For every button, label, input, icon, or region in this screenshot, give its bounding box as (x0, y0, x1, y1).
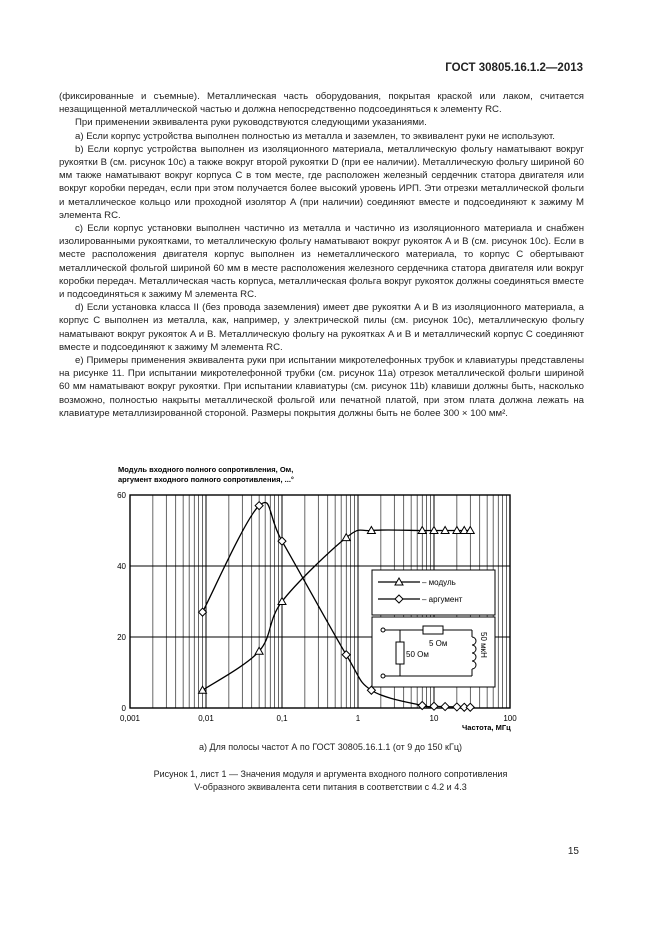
figure-caption-line: Рисунок 1, лист 1 — Значения модуля и аргумента входного полного сопротивления (153, 769, 508, 779)
x-tick-label: 0,01 (198, 714, 214, 723)
paragraph: a) Если корпус устройства выполнен полностью из металла и заземлен, то эквивалент руки не используют. (75, 130, 555, 142)
paragraph: (фиксированные и съемные). Металлическая часть оборудования, покрытая краской или лаком, считается незащищенной металлической частью и должна непосредственно подсоединяться к элементу RC. (59, 91, 584, 116)
resistor-icon (396, 642, 404, 664)
legend-label-argument: – аргумент (422, 595, 463, 604)
terminal-icon (381, 674, 385, 678)
inductor-label: 50 мкН (479, 632, 488, 658)
terminal-icon (381, 628, 385, 632)
data-point-diamond (199, 608, 207, 616)
paragraph: При применении эквивалента руки руководствуются следующими указаниями. (75, 117, 427, 129)
y-tick-label: 60 (117, 491, 126, 500)
paragraph: e) Примеры применения эквивалента руки при испытании микротелефонных трубок и клавиатуры представлены на рисунке 11. При испытании микротелефонной трубки (см. рисунок 11a) отрезок металлической фольги шириной 60 мм наматывают вокруг рукоятки. При испытании клавиатуры (см. рисунок 11b) клавиши должны быть, насколько возможно, полностью накрыты металлической фольгой или печатной платой, при этом плата должна лежать на клавиатуре металлизированной стороной. Размеры покрытия должны быть не более 300 × 100 мм². (59, 355, 584, 419)
x-tick-label: 0,1 (276, 714, 288, 723)
data-point-diamond (453, 703, 461, 711)
page-number: 15 (567, 846, 579, 857)
legend (372, 570, 495, 615)
x-tick-label: 100 (503, 714, 517, 723)
circuit-schematic (372, 617, 495, 687)
x-tick-label: 1 (355, 714, 361, 723)
legend-box (372, 570, 495, 615)
resistor-label-50: 50 Ом (406, 650, 429, 659)
figure-caption-line: V-образного эквивалента сети питания в соответствии с 4.2 и 4.3 (194, 782, 467, 792)
data-point-triangle (199, 686, 207, 693)
data-point-diamond (466, 703, 474, 711)
paragraph: b) Если корпус устройства выполнен из изоляционного материала, металлическую фольгу наматывают вокруг рукоятки B (см. рисунок 10c) а также вокруг второй рукоятки D (при ее наличии). Металлическую фольгу шириной 60 мм также наматывают вокруг корпуса C в том месте, где расположен железный сердечник статора двигателя или вокруг коробки передач, если при этом получается более высокий уровень ИРП. Эти отрезки металлической фольги и металлическое кольцо или проходной изолятор A (при наличии) соединяют вместе и подсоединяют к зажиму M элемента RC. (59, 143, 584, 221)
x-tick-label: 0,001 (119, 714, 141, 723)
y-tick-label: 40 (117, 562, 126, 571)
y-axis-label-line2: аргумент входного полного сопротивления, ...° (118, 475, 294, 484)
paragraph: c) Если корпус установки выполнен частично из металла и частично из изоляционного материала и снабжен изолированными рукоятками, то металлическую фольгу наматывают вокруг рукояток A и B (см. рисунок 10c). Если в месте расположения двигателя корпус выполнен из неметаллического материала, то корпус C обертывают металлической фольгой шириной 60 мм в месте расположения железного сердечника статора двигателя или вокруг коробки передач. Металлическая часть корпуса, металлическая фольга вокруг рукояток должны соединяться вместе и подсоединяться к зажиму M элемента RC. (59, 223, 584, 301)
resistor-icon (423, 626, 443, 634)
body-text (59, 90, 584, 420)
chart-svg (100, 462, 540, 732)
y-tick-label: 20 (117, 633, 126, 642)
data-point-diamond (430, 702, 438, 710)
data-point-diamond (278, 537, 286, 545)
resistor-label-5: 5 Ом (429, 639, 448, 648)
impedance-chart (100, 462, 540, 737)
figure-caption (0, 768, 661, 794)
paragraph: d) Если установка класса II (без провода заземления) имеет две рукоятки A и B из изоляционного материала, а корпус C выполнен из металла, как, например, у электрической пилы (см. рисунок 10c), металлическую фольгу наматывают вокруг рукояток A и B. Металлическую фольгу на рукоятках A и B и металлический корпус C соединяют вместе и подсоединяют к зажиму M элемента RC. (59, 302, 584, 353)
document-header: ГОСТ 30805.16.1.2—2013 (445, 62, 583, 74)
caption-a: а) Для полосы частот А по ГОСТ 30805.16.1.1 (от 9 до 150 кГц) (198, 742, 463, 752)
legend-label-modulus: – модуль (422, 578, 456, 587)
data-point-diamond (441, 703, 449, 711)
y-tick-label: 0 (121, 704, 126, 713)
y-axis-label-line1: Модуль входного полного сопротивления, Ом, (118, 465, 294, 474)
x-axis-label: Частота, МГц (462, 723, 511, 732)
data-point-diamond (342, 651, 350, 659)
x-tick-label: 10 (429, 714, 439, 723)
